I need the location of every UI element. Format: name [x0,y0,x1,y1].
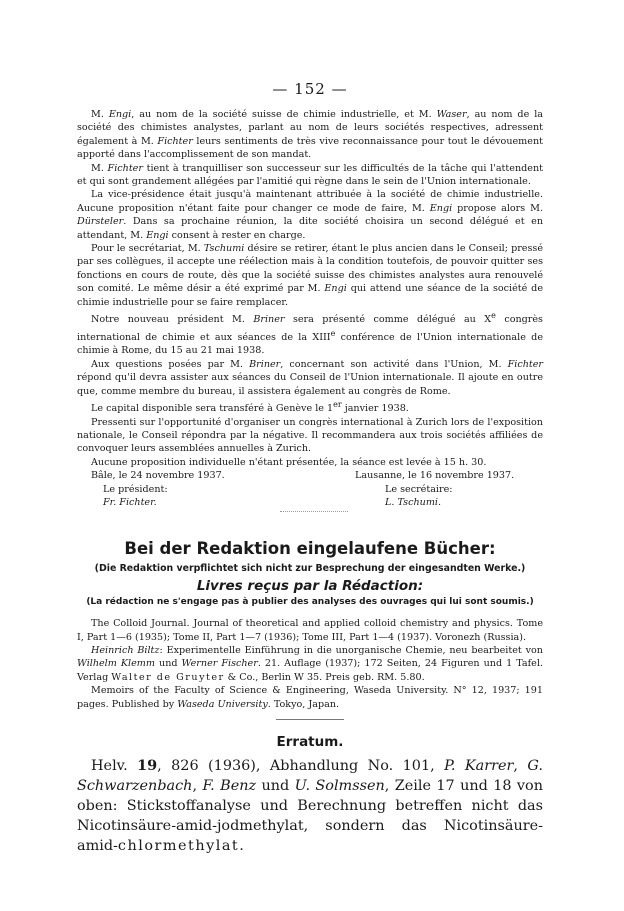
divider [276,719,344,720]
books-heading-de: Bei der Redaktion eingelaufene Bücher: [124,539,496,559]
person-name: Briner [249,358,281,370]
signature-right [355,469,514,509]
person-name: Fichter [507,358,543,370]
books-heading-fr: Livres reçus par la Rédaction: [196,578,424,595]
author-name: Heinrich Biltz [91,644,160,656]
report-paragraph-9: Aucune proposition individuelle n'étant présentée, la séance est levée à 15 h. 30. [91,456,487,468]
person-name: Engi [146,229,169,241]
report-paragraph-3: La vice-présidence était jusqu'à maintenant attribuée à la société de chimie industrielle. Aucune proposition n'étant faite pour changer ce mode de faire, M. Engi propose alors M. Dürsteler. Dans sa prochaine réunion, la dite société choisira un second délégué et en attendant, M. Engi consent à rester en charge. [77,189,544,241]
report-paragraph-1: M. Engi, au nom de la société suisse de chimie industrielle, et M. Waser, au nom de la société des chimistes analystes, parlant au nom de leurs sociétés respectives, adressent également à M. Fichter leurs sentiments de très vive reconnaissance pour tout le dévouement apporté dans l'accomplissement de son mandat. [77,109,543,161]
person-name: Engi [108,109,132,120]
person-name: Briner [253,314,285,326]
book-entry: The Colloid Journal. Journal of theoretical and applied colloid chemistry and physics. Tome I, Part 1—6 (1935); Tome II, Part 1—7 (1936); Tome III, Part 1—4 (1937). Voronezh (Russia). [77,618,543,643]
signature-name: Fr. Fichter. [103,496,157,508]
author-name: U. Solmssen [294,777,385,794]
books-note-fr: (La rédaction ne s'engage pas à publier des analyses des ouvrages qui lui sont soumis.) [86,597,534,608]
author-name: F. Benz [202,777,257,794]
books-note-de: (Die Redaktion verpflichtet sich nicht zur Besprechung der eingesandten Werke.) [94,563,526,575]
report-paragraph-7: Le capital disponible sera transféré à Genève le 1er janvier 1938. [91,399,409,415]
signature-block [77,469,543,523]
report-paragraph-8: Pressenti sur l'opportunité d'organiser un congrès international à Zurich lors de l'exposition nationale, le Conseil répondra par la négative. Il recommandera aux trois sociétés affiliées de convoquer leurs assemblées annuelles à Zurich. [77,416,543,455]
author-name: G. Schwarzenbach [77,757,543,794]
report-paragraph-6: Aux questions posées par M. Briner, concernant son activité dans l'Union, M. Fichter répond qu'il devra assister aux séances du Conseil de l'Union internationale. Il ajoute en outre que, comme membre du bureau, il assistera également au congrès de Rome. [77,358,543,397]
book-entry: Heinrich Biltz: Experimentelle Einführung in die unorganische Chemie, neu bearbeitet von Wilhelm Klemm und Werner Fischer. 21. Auflage (1937); 172 Seiten, 24 Figuren und 1 Tafel. Verlag Walter de Gruyter & Co., Berlin W 35. Preis geb. RM. 5.80. [77,644,543,683]
person-name: Tschumi [203,243,245,255]
volume-number: 19 [137,756,158,774]
publisher-name: Waseda University [177,698,268,710]
person-name: Engi [324,283,347,295]
author-name: Werner Fischer [181,658,258,670]
signature-date: Bâle, le 24 novembre 1937. [91,470,225,482]
erratum-heading: Erratum. [276,733,344,750]
book-entry: Memoirs of the Faculty of Science & Engineering, Waseda University. N° 12, 1937; 191 pages. Published by Waseda University. Tokyo, Japan. [77,685,543,710]
divider [280,511,348,512]
report-paragraph-4: Pour le secrétariat, M. Tschumi désire se retirer, étant le plus ancien dans le Conseil; pressé par ses collègues, il accepte une réélection mais à la condition toutefois, de pouvoir quitter ses fonctions en cours de route, dès que la société suisse des chimistes analystes aura renouvelé son comité. Le même désir a été exprimé par M. Engi qui attend une séance de la société de chimie industrielle pour se faire remplacer. [77,243,544,308]
person-name: Dürsteler [77,216,124,228]
signature-role: Le président: [103,483,168,495]
person-name: Waser [436,109,467,120]
report-paragraph-5: Notre nouveau président M. Briner sera présenté comme délégué au Xe congrès international de chimie et aux séances de la XIIIe conférence de l'Union internationale de chimie à Rome, du 15 au 21 mai 1938. [77,311,543,357]
erratum-text: Helv. 19, 826 (1936), Abhandlung No. 101, P. Karrer, G. Schwarzenbach, F. Benz und U. Solmssen, Zeile 17 und 18 von oben: Stickstoffanalyse und Berechnung betreffen nicht das Nicotinsäure-amid-jodmethylat, sondern das Nicotinsäure-amid-chlormethylat. [77,756,543,854]
emphasized-term: chlormethylat [117,837,240,854]
page-number: — 152 — [272,80,348,98]
publisher-name: Walter de Gruyter [111,671,225,683]
author-name: P. Karrer [444,757,514,774]
signature-date: Lausanne, le 16 novembre 1937. [355,470,515,482]
person-name: Fichter [157,135,193,147]
signature-role: Le secrétaire: [385,483,453,495]
person-name: Engi [429,202,453,214]
person-name: Fichter [107,162,143,174]
report-paragraph-2: M. Fichter tient à tranquilliser son successeur sur les difficultés de la tâche qui l'attendent et qui sont grandement allégées par l'amitié qui règne dans le sein de l'Union internationale. [77,162,543,188]
signature-left [91,469,225,509]
signature-name: L. Tschumi. [385,496,442,508]
document-page [77,80,543,856]
author-name: Wilhelm Klemm [77,658,155,670]
